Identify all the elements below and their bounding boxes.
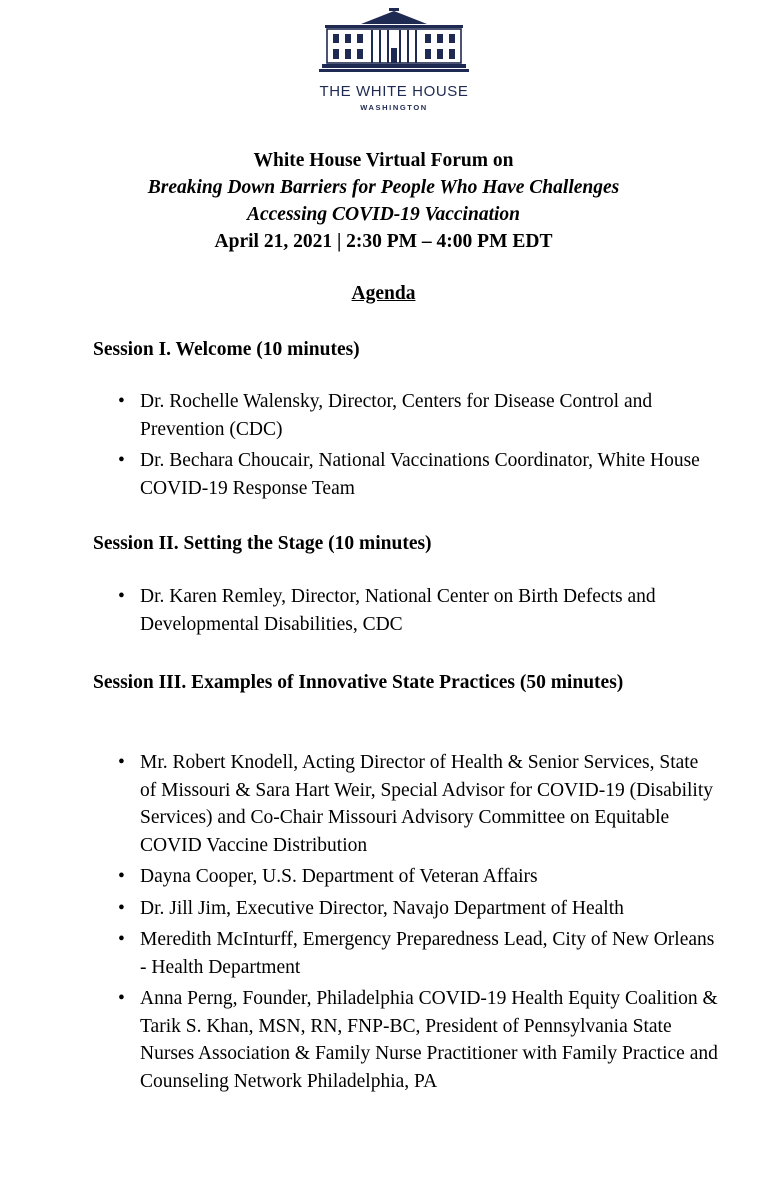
bullet-icon: •	[118, 752, 125, 773]
session-3-list	[118, 749, 718, 1099]
bullet-icon: •	[118, 897, 125, 919]
list-item: • Dayna Cooper, U.S. Department of Veteran Affairs	[118, 863, 718, 891]
bullet-icon: •	[118, 988, 125, 1009]
bullet-icon: •	[118, 929, 125, 950]
heading-line-1: White House Virtual Forum on	[253, 150, 514, 171]
bullet-icon: •	[118, 866, 125, 887]
session-1-list	[118, 388, 718, 506]
agenda-title: Agenda	[351, 283, 416, 304]
session-2-title: Session II. Setting the Stage (10 minutes)	[93, 533, 432, 554]
list-item: • Mr. Robert Knodell, Acting Director of Health & Senior Services, State of Missouri & Sara Hart Weir, Special Advisor for COVID-19 (Disability Services) and Co-Chair Missouri Advisory Committee on Equitable COVID Vaccine Distribution	[118, 749, 718, 859]
list-item: • Anna Perng, Founder, Philadelphia COVID-19 Health Equity Coalition & Tarik S. Khan, MSN, RN, FNP-BC, President of Pennsylvania State Nurses Association & Family Nurse Practitioner with Family Practice and Counseling Network Philadelphia, PA	[118, 985, 718, 1095]
org-location: WASHINGTON	[360, 103, 428, 112]
session-2-list	[118, 583, 718, 642]
heading-line-2: Breaking Down Barriers for People Who Have Challenges	[147, 177, 620, 198]
list-item: • Dr. Bechara Choucair, National Vaccinations Coordinator, White House COVID-19 Response Team	[118, 447, 718, 502]
session-3-title: Session III. Examples of Innovative State Practices (50 minutes)	[93, 672, 624, 693]
forum-heading	[0, 147, 767, 255]
list-item: • Meredith McInturff, Emergency Preparedness Lead, City of New Orleans - Health Department	[118, 926, 718, 981]
list-item: • Dr. Rochelle Walensky, Director, Centers for Disease Control and Prevention (CDC)	[118, 388, 718, 443]
session-1-title: Session I. Welcome (10 minutes)	[93, 339, 360, 360]
org-name: THE WHITE HOUSE	[319, 83, 469, 100]
bullet-icon: •	[118, 586, 125, 607]
list-item: • Dr. Jill Jim, Executive Director, Navajo Department of Health	[118, 895, 718, 923]
heading-date: April 21, 2021 | 2:30 PM – 4:00 PM EDT	[214, 231, 553, 252]
bullet-icon: •	[118, 450, 125, 471]
heading-line-3: Accessing COVID-19 Vaccination	[246, 204, 521, 225]
white-house-building-icon	[319, 8, 469, 73]
white-house-logo	[318, 8, 470, 112]
list-item: • Dr. Karen Remley, Director, National Center on Birth Defects and Developmental Disabilities, CDC	[118, 583, 718, 638]
bullet-icon: •	[118, 391, 125, 412]
